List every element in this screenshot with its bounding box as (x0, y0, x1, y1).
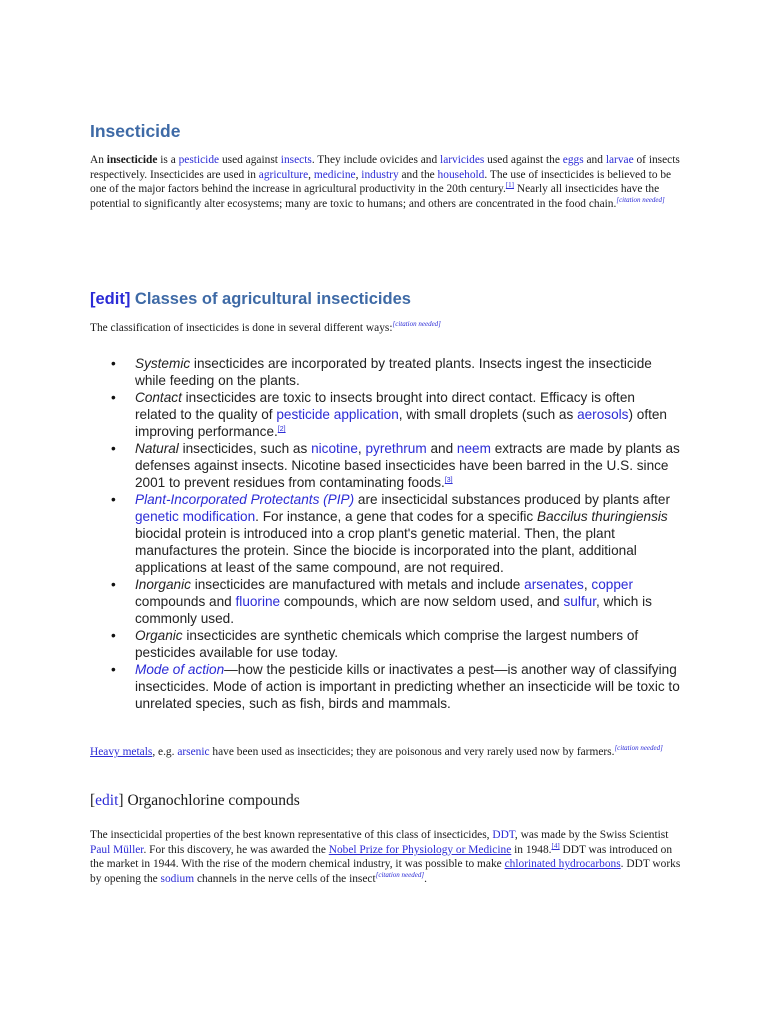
heavy-metals-paragraph: Heavy metals, e.g. arsenic have been used as insecticides; they are poisonous and very rarely used now by farmers.[citation needed] (90, 744, 663, 758)
link-sodium[interactable]: sodium (160, 872, 195, 885)
list-item-pip: • Plant-Incorporated Protectants (PIP) are insecticidal substances produced by plants after genetic modification. For instance, a gene that codes for a specific Baccilus thuringiensis biocidal protein is introduced into a crop plant's genetic material. Then, the plant manufactures the protein. Since the biocide is incorporated into the plant, additional applications at least of the same compound, are not required. (90, 491, 680, 576)
reference-4[interactable]: [4] (551, 841, 560, 850)
link-heavy-metals[interactable]: Heavy metals (90, 746, 153, 758)
link-eggs[interactable]: eggs (562, 154, 584, 166)
link-fluorine[interactable]: fluorine (235, 594, 281, 609)
link-pyrethrum[interactable]: pyrethrum (365, 441, 427, 456)
classes-intro-paragraph: The classification of insecticides is done in several different ways:[citation needed] (90, 320, 441, 334)
link-plant-incorporated-protectants[interactable]: Plant-Incorporated Protectants (PIP) (135, 492, 355, 507)
link-mode-of-action[interactable]: Mode of action (135, 662, 225, 677)
link-nobel-prize[interactable]: Nobel Prize for Physiology or Medicine (328, 843, 512, 856)
link-copper[interactable]: copper (591, 577, 633, 592)
citation-needed-note[interactable]: [citation needed] (616, 195, 665, 204)
link-genetic-modification[interactable]: genetic modification (135, 509, 256, 524)
section-heading-organochlorine: [edit] Organochlorine compounds (90, 792, 300, 809)
intro-paragraph: An insecticide is a pesticide used against insects. They include ovicides and larvicides used against the eggs and larvae of insects respectively. Insecticides are used in agriculture, medicine, industry and the household. The use of insecticides is believed to be one of the major factors behind the increase in agricultural productivity in the 20th century.[1] Nearly all insecticides have the potential to significantly alter ecosystems; many are toxic to humans; and others are concentrated in the food chain.[citation needed] (90, 154, 680, 210)
edit-link-classes[interactable]: [edit] (90, 290, 131, 308)
link-aerosols[interactable]: aerosols (577, 407, 629, 422)
link-nicotine[interactable]: nicotine (311, 441, 358, 456)
section-heading-classes: [edit] Classes of agricultural insecticides (90, 290, 411, 308)
link-medicine[interactable]: medicine (313, 168, 356, 181)
page-title: Insecticide (90, 121, 181, 141)
link-pesticide-application[interactable]: pesticide application (276, 407, 399, 422)
list-item-mode-of-action: • Mode of action—how the pesticide kills or inactivates a pest—is another way of classifying insecticides. Mode of action is important in predicting whether an insecticide will be toxic to unrelated species, such as fish, birds and mammals. (90, 661, 680, 712)
link-paul-muller[interactable]: Paul Müller (90, 843, 144, 856)
link-arsenates[interactable]: arsenates (524, 577, 584, 592)
link-ddt[interactable]: DDT (492, 829, 515, 841)
link-larvae[interactable]: larvae (605, 154, 634, 166)
link-industry[interactable]: industry (361, 168, 399, 181)
link-neem[interactable]: neem (456, 441, 491, 456)
list-item-natural: • Natural insecticides, such as nicotine, pyrethrum and neem extracts are made by plants as defenses against insects. Nicotine based insecticides have been barred in the U.S. since 2001 to prevent residues from contaminating foods.[3] (90, 440, 680, 491)
citation-needed-note[interactable]: [citation needed] (614, 744, 663, 752)
link-insects[interactable]: insects (280, 154, 312, 166)
link-agriculture[interactable]: agriculture (258, 168, 309, 181)
reference-1[interactable]: [1] (505, 181, 515, 190)
list-item-systemic: • Systemic insecticides are incorporated by treated plants. Insects ingest the insecticide while feeding on the plants. (90, 355, 680, 389)
link-larvicides[interactable]: larvicides (440, 154, 485, 166)
list-item-contact: • Contact insecticides are toxic to insects brought into direct contact. Efficacy is often related to the quality of pesticide application, with small droplets (such as aerosols) often improving performance.[2] (90, 389, 680, 440)
link-household[interactable]: household (437, 168, 485, 181)
intro-term: insecticide (106, 154, 158, 166)
link-pesticide[interactable]: pesticide (178, 154, 220, 166)
link-chlorinated-hydrocarbons[interactable]: chlorinated hydrocarbons (504, 858, 621, 871)
list-item-inorganic: • Inorganic insecticides are manufactured with metals and include arsenates, copper compounds and fluorine compounds, which are now seldom used, and sulfur, which is commonly used. (90, 576, 680, 627)
reference-2[interactable]: [2] (277, 426, 286, 433)
link-arsenic[interactable]: arsenic (177, 746, 210, 758)
list-item-organic: • Organic insecticides are synthetic chemicals which comprise the largest numbers of pesticides available for use today. (90, 627, 680, 661)
link-sulfur[interactable]: sulfur (563, 594, 596, 609)
edit-link-organochlorine[interactable]: edit (95, 792, 119, 809)
reference-3[interactable]: [3] (444, 477, 453, 484)
citation-needed-note[interactable]: [citation needed] (375, 870, 425, 879)
citation-needed-note[interactable]: [citation needed] (392, 320, 441, 328)
classes-list (90, 355, 680, 712)
organochlorine-paragraph: The insecticidal properties of the best known representative of this class of insecticides, DDT, was made by the Swiss Scientist Paul Müller. For this discovery, he was awarded the Nobel Prize for Physiology or Medicine in 1948.[4] DDT was introduced on the market in 1944. With the rise of the modern chemical industry, it was possible to make chlorinated hydrocarbons. DDT works by opening the sodium channels in the nerve cells of the insect[citation needed]. (90, 829, 681, 885)
